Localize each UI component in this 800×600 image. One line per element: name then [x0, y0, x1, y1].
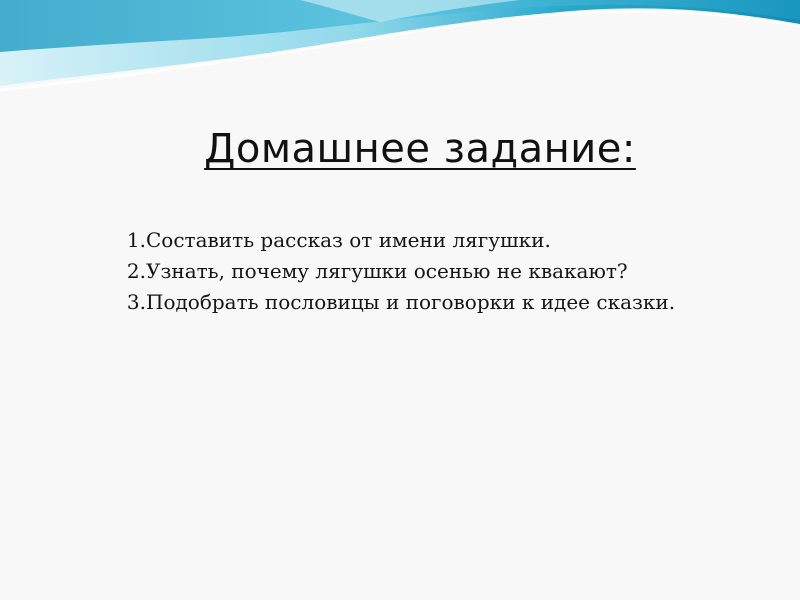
list-item-text: Узнать, почему лягушки осенью не квакают? — [146, 259, 628, 283]
list-item-number: 3. — [126, 290, 146, 314]
list-item — [122, 256, 682, 287]
homework-list — [122, 225, 682, 318]
list-item — [122, 225, 682, 256]
list-item-number: 1. — [126, 228, 146, 252]
list-item-number: 2. — [126, 259, 146, 283]
decorative-wave-header — [0, 0, 800, 110]
slide-title-text: Домашнее задание: — [204, 126, 636, 172]
list-item-text: Подобрать пословицы и поговорки к идее сказки. — [146, 290, 676, 314]
list-item-text: Составить рассказ от имени лягушки. — [146, 228, 551, 252]
slide-title — [0, 126, 800, 172]
list-item — [122, 287, 682, 318]
